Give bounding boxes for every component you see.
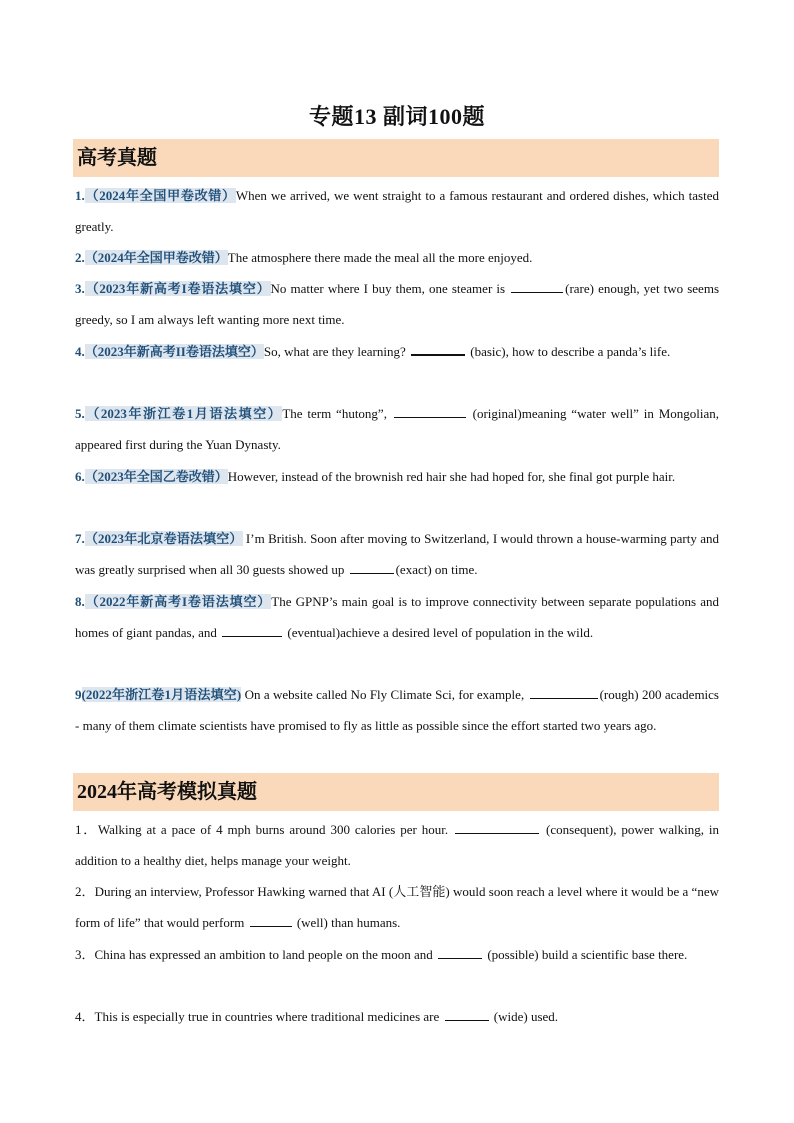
question-number: 1． <box>75 822 98 837</box>
question-text-cont: (exact) on time. <box>395 562 478 577</box>
question-text: China has expressed an ambition to land people on the moon and <box>94 947 437 962</box>
question-text: On a website called No Fly Climate Sci, for example, <box>241 687 528 702</box>
question-item <box>75 398 719 460</box>
question-source-tag: （2023年北京卷语法填空） <box>84 531 243 546</box>
question-text-cont: (original)meaning “water well” in Mongolian, appeared first during the Yuan Dynasty. <box>75 406 720 452</box>
mock-question-item <box>75 1001 719 1032</box>
question-text-cont: (rare) enough, yet two seems greedy, so I am always left wanting more next time. <box>75 281 720 327</box>
page-title: 专题13 副词100题 <box>308 104 485 129</box>
question-number: 8. <box>75 594 85 609</box>
question-text: The atmosphere there made the meal all the more enjoyed. <box>227 250 533 265</box>
answer-blank[interactable] <box>394 405 466 418</box>
question-item <box>75 273 719 335</box>
question-text: This is especially true in countries where traditional medicines are <box>94 1009 443 1024</box>
answer-blank[interactable] <box>350 561 394 574</box>
question-item <box>75 242 719 273</box>
question-number: 4． <box>75 1009 95 1024</box>
question-item <box>75 180 719 242</box>
question-number: 9 <box>75 687 82 702</box>
question-text: I’m British. Soon after moving to Switzerland, I would thrown a house-warming party and was greatly surprised when all 30 guests showed up <box>75 531 719 577</box>
answer-blank[interactable] <box>530 686 598 699</box>
question-item <box>75 461 719 492</box>
question-text: No matter where I buy them, one steamer is <box>270 281 510 296</box>
question-number: 3. <box>75 281 85 296</box>
answer-blank[interactable] <box>250 914 292 927</box>
question-text: The term “hutong”, <box>282 406 392 421</box>
question-number: 7. <box>75 531 85 546</box>
question-number: 5. <box>75 406 85 421</box>
question-number: 1. <box>75 188 85 203</box>
question-text-cont: (wide) used. <box>490 1009 559 1024</box>
answer-blank[interactable] <box>455 821 539 834</box>
question-text-cont: (eventual)achieve a desired level of population in the wild. <box>284 625 594 640</box>
question-text-cont: (well) than humans. <box>293 915 401 930</box>
question-text: So, what are they learning? <box>263 344 409 359</box>
mock-question-item <box>75 939 719 970</box>
question-item <box>75 523 719 585</box>
question-source-tag: （2023年浙江卷1月语法填空） <box>84 406 283 421</box>
question-text: During an interview, Professor Hawking warned that AI (人工智能) would soon reach a level where it would be a “new form of life” that would perform <box>75 884 719 930</box>
answer-blank[interactable] <box>511 280 563 293</box>
question-text-cont: (basic), how to describe a panda’s life. <box>467 344 671 359</box>
question-text: When we arrived, we went straight to a famous restaurant and ordered dishes, which tasted greatly. <box>75 188 719 234</box>
question-text-cont: (rough) 200 academics - many of them climate scientists have promised to fly as little as possible since the effort started two years ago. <box>75 687 719 733</box>
question-number: 2. <box>75 250 85 265</box>
question-source-tag: （2022年新高考I卷语法填空） <box>84 594 272 609</box>
answer-blank[interactable] <box>411 342 465 356</box>
question-item <box>75 679 719 741</box>
question-source-tag: （2024年全国甲卷改错） <box>84 188 236 203</box>
question-item <box>75 336 719 367</box>
question-source-tag: （2023年全国乙卷改错） <box>84 469 228 484</box>
answer-blank[interactable] <box>438 946 482 959</box>
question-source-tag: (2022年浙江卷1月语法填空) <box>81 687 242 702</box>
section-header-mock: 2024年高考模拟真题 <box>73 773 719 811</box>
question-text-cont: (possible) build a scientific base there. <box>484 947 688 962</box>
question-source-tag: （2023年新高考II卷语法填空） <box>84 344 264 359</box>
answer-blank[interactable] <box>445 1008 489 1021</box>
question-source-tag: （2023年新高考I卷语法填空） <box>84 281 271 296</box>
section-header-gaokao: 高考真题 <box>73 139 719 177</box>
mock-question-item <box>75 876 719 938</box>
question-number: 3． <box>75 947 95 962</box>
answer-blank[interactable] <box>222 624 282 637</box>
question-text: The GPNP’s main goal is to improve connectivity between separate populations and homes of giant pandas, and <box>75 594 720 640</box>
question-source-tag: （2024年全国甲卷改错） <box>84 250 228 265</box>
question-text: Walking at a pace of 4 mph burns around 300 calories per hour. <box>97 822 454 837</box>
mock-question-item <box>75 814 719 876</box>
question-text-cont: (consequent), power walking, in addition to a healthy diet, helps manage your weight. <box>75 822 719 868</box>
question-text: However, instead of the brownish red hair she had hoped for, she final got purple hair. <box>227 469 676 484</box>
question-number: 2． <box>75 884 95 899</box>
question-number: 6. <box>75 469 85 484</box>
question-number: 4. <box>75 344 85 359</box>
question-item <box>75 586 719 648</box>
